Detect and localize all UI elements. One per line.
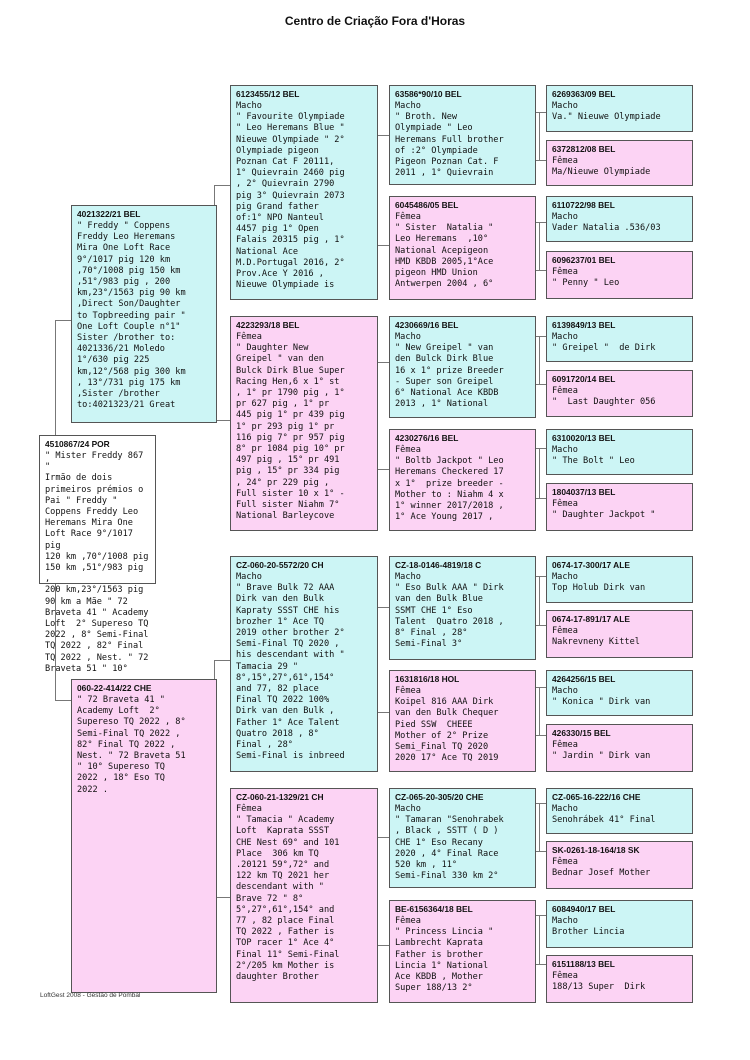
pigeon-sex: Macho (552, 101, 578, 111)
pigeon-description: " The Bolt " Leo (552, 456, 635, 467)
pigeon-sex: Fêmea (236, 332, 262, 342)
ring-number: 6151188/13 BEL (552, 959, 615, 969)
ring-number: 4510867/24 POR (45, 439, 110, 449)
pigeon-card-dam-sire (230, 556, 378, 772)
ring-number: 6110722/98 BEL (552, 200, 615, 210)
pigeon-card-g4-8 (546, 483, 693, 531)
ring-number: 1631816/18 HOL (395, 674, 460, 684)
pigeon-sex: Fêmea (552, 971, 578, 981)
pigeon-sex: Fêmea (395, 445, 421, 455)
pigeon-description: " Favourite Olympiade " Leo Heremans Blue " Nieuwe Olympiade " 2° Olympiade pigeon Poznan Cat F 20111, 1° Quievrain 2460 pig , 2° Quievrain 2790 pig 3° Quievrain 2073 pig Grand father of:1° NPO Nanteul 4457 pig 1° Open Falais 20315 pig , 1° National Ace M.D.Portugal 2016, 2° Prov.Ace Y 2016 , Nieuwe Olympiade is (236, 112, 345, 291)
pigeon-sex: Macho (395, 332, 421, 342)
ring-number: 0674-17-300/17 ALE (552, 560, 630, 570)
ring-number: CZ-065-20-305/20 CHE (395, 792, 484, 802)
pigeon-card-g4-3 (546, 196, 693, 242)
pigeon-card-dd-sire (389, 788, 536, 888)
pigeon-sex: Macho (395, 804, 421, 814)
pigeon-description: " New Greipel " van den Bulck Dirk Blue 16 x 1° prize Breeder - Super son Greipel 6° National Ace KBDB 2013 , 1° National (395, 343, 504, 410)
pigeon-description: " Daughter New Greipel " van den Bulck Dirk Blue Super Racing Hen,6 x 1° st , 1° pr 1790 pig , 1° pr 627 pig , 1° pr 445 pig 1° pr 439 pig 1° pr 293 pig 1° pr 116 pig 7° pr 957 pig 8° pr 1084 pig 10° pr 497 pig , 15° pr 491 pig , 15° pr 334 pig , 24° pr 229 pig , Full sister 10 x 1° - Full sister Niahm 7° National Barleycove (236, 343, 345, 522)
pigeon-card-sd-sire (389, 316, 536, 418)
pigeon-sex: Fêmea (552, 267, 578, 277)
ring-number: 4230669/16 BEL (395, 320, 459, 330)
pigeon-sex: Macho (552, 804, 578, 814)
pigeon-description: " Jardin " Dirk van (552, 751, 651, 762)
pigeon-card-g4-10 (546, 610, 693, 658)
pigeon-card-dam (71, 679, 217, 993)
ring-number: 0674-17-891/17 ALE (552, 614, 630, 624)
pigeon-card-ss-dam (389, 196, 536, 300)
pigeon-description: Senohrábek 41° Final (552, 815, 656, 826)
footer-credit: LoftGest 2008 - Gestão de Pombal (40, 992, 141, 999)
pigeon-description: " Boltb Jackpot " Leo Heremans Checkered 17 x 1° prize breeder - Mother to : Niahm 4 x 1° winner 2017/2018 , 1° Ace Young 2017 , (395, 456, 504, 523)
pigeon-card-dam-dam (230, 788, 378, 1003)
pigeon-sex: Fêmea (552, 626, 578, 636)
ring-number: 6372812/08 BEL (552, 144, 616, 154)
ring-number: CZ-18-0146-4819/18 C (395, 560, 482, 570)
ring-number: 63586*90/10 BEL (395, 89, 462, 99)
pigeon-card-g4-16 (546, 955, 693, 1003)
pigeon-description: " Brave Bulk 72 AAA Dirk van den Bulk Kapraty SSST CHE his brozher 1° Ace TQ 2019 other brother 2° Semi-Final TQ 2020 , his descendant with " Tamacia 29 " 8°,15°,27°,61°,154° and 77, 82 place Final TQ 2022 100% Dirk van den Bulk , Father 1° Ace Talent Quatro 2018 , 8° Final , 28° Semi-Final is inbreed (236, 583, 345, 762)
pigeon-sex: Macho (552, 686, 578, 696)
pigeon-description: " Last Daughter 056 (552, 397, 656, 408)
pigeon-card-g4-1 (546, 85, 693, 132)
pigeon-description: Brother Lincia (552, 927, 625, 938)
pigeon-description: " Broth. New Olympiade " Leo Heremans Full brother of :2° Olympiade Pigeon Poznan Cat. F 2011 , 1° Quievrain (395, 112, 504, 179)
ring-number: 6310020/13 BEL (552, 433, 616, 443)
ring-number: BE-6156364/18 BEL (395, 904, 473, 914)
pigeon-card-ds-dam (389, 670, 536, 772)
ring-number: 426330/15 BEL (552, 728, 611, 738)
pigeon-sex: Macho (236, 101, 262, 111)
pigeon-card-dd-dam (389, 900, 536, 1003)
pigeon-description: Nakrevneny Kittel (552, 637, 640, 648)
pigeon-card-g4-15 (546, 900, 693, 948)
pigeon-sex: Macho (395, 572, 421, 582)
pigeon-description: " Konica " Dirk van (552, 697, 651, 708)
pigeon-sex: Fêmea (552, 857, 578, 867)
pigeon-sex: Fêmea (395, 916, 421, 926)
ring-number: SK-0261-18-164/18 SK (552, 845, 640, 855)
ring-number: 1804037/13 BEL (552, 487, 616, 497)
pigeon-sex: Macho (552, 916, 578, 926)
pigeon-description: Koipel 816 AAA Dirk van den Bulk Chequer Pied SSW CHEEE Mother of 2° Prize Semi_Final TQ 2020 2020 17° Ace TQ 2019 (395, 697, 499, 764)
ring-number: 4021322/21 BEL (77, 209, 141, 219)
pigeon-description: " Princess Lincia " Lambrecht Kaprata Father is brother Lincia 1° National Ace KBDB , Mother Super 188/13 2° (395, 927, 494, 994)
pigeon-card-g4-14 (546, 841, 693, 889)
pigeon-description: " 72 Braveta 41 " Academy Loft 2° Supereso TQ 2022 , 8° Semi-Final TQ 2022 , 82° Final TQ 2022 , Nest. " 72 Braveta 51 " 10° Supereso TQ 2022 , 18° Eso TQ 2022 . (77, 695, 186, 795)
ring-number: 6045486/05 BEL (395, 200, 459, 210)
pigeon-card-sire-sire (230, 85, 378, 300)
ring-number: 4264256/15 BEL (552, 674, 616, 684)
pigeon-description: " Tamaran "Senohrabek , Black , SSTT ( D ) CHE 1° Eso Recany 2020 , 4° Final Race 520 km , 11° Semi-Final 330 km 2° (395, 815, 504, 882)
pigeon-card-g4-12 (546, 724, 693, 772)
pigeon-sex: Fêmea (552, 740, 578, 750)
pigeon-sex: Macho (552, 332, 578, 342)
pigeon-description: Ma/Nieuwe Olympiade (552, 167, 651, 178)
pigeon-card-g4-6 (546, 370, 693, 417)
pigeon-description: Va." Nieuwe Olympiade (552, 112, 661, 123)
pigeon-sex: Macho (552, 212, 578, 222)
pigeon-description: 188/13 Super Dirk (552, 982, 646, 993)
pigeon-card-sd-dam (389, 429, 536, 531)
pigeon-description: Bednar Josef Mother (552, 868, 651, 879)
ring-number: 060-22-414/22 CHE (77, 683, 152, 693)
pigeon-description: " Mister Freddy 867 " Irmão de dois primeiros prémios o Pai " Freddy " Coppens Freddy Leo Heremans Mira One Loft Race 9°/1017 pig 120 km ,70°/1008 pig 150 km ,51°/983 pig , 200 km,23°/1563 pig 90 km a Mãe " 72 Braveta 41 " Academy Loft 2° Supereso TQ 2022 , 8° Semi-Final TQ 2022 , 82° Final TQ 2022 , Nest. " 72 Braveta 51 " 10° (45, 451, 149, 674)
pigeon-card-g4-11 (546, 670, 693, 716)
pigeon-sex: Macho (552, 445, 578, 455)
ring-number: 6091720/14 BEL (552, 374, 616, 384)
pigeon-card-sire (71, 205, 217, 423)
pigeon-sex: Fêmea (395, 212, 421, 222)
pigeon-card-ss-sire (389, 85, 536, 185)
pigeon-description: " Eso Bulk AAA " Dirk van den Bulk Blue SSMT CHE 1° Eso Talent Quatro 2018 , 8° Final , 28° Semi-Final 3° (395, 583, 504, 650)
pigeon-card-g4-7 (546, 429, 693, 475)
pigeon-description: " Tamacia " Academy Loft Kaprata SSST CHE Nest 69° and 101 Place 306 km TQ .20121 59°,72° and 122 km TQ 2021 her descendant with " Brave 72 " 8° 5°,27°,61°,154° and 77 , 82 place Final TQ 2022 , Father is TOP racer 1° Ace 4° Final 11° Semi-Final 2°/205 km Mother is daughter Brother (236, 815, 340, 983)
ring-number: CZ-065-16-222/16 CHE (552, 792, 641, 802)
ring-number: 6269363/09 BEL (552, 89, 616, 99)
page-title: Centro de Criação Fora d'Horas (284, 14, 466, 28)
ring-number: 4223293/18 BEL (236, 320, 300, 330)
pigeon-card-g4-2 (546, 140, 693, 186)
pigeon-sex: Fêmea (236, 804, 262, 814)
pigeon-card-sire-dam (230, 316, 378, 531)
ring-number: CZ-060-21-1329/21 CH (236, 792, 324, 802)
pigeon-sex: Fêmea (395, 686, 421, 696)
pigeon-sex: Fêmea (552, 386, 578, 396)
pigeon-sex: Fêmea (552, 156, 578, 166)
pigeon-description: " Greipel " de Dirk (552, 343, 656, 354)
pigeon-description: " Sister Natalia " Leo Heremans ,10° National Acepigeon HMD KBDB 2005,1°Ace pigeon HMD Union Antwerpen 2004 , 6° (395, 223, 494, 290)
pigeon-description: " Freddy " Coppens Freddy Leo Heremans Mira One Loft Race 9°/1017 pig 120 km ,70°/1008 pig 150 km ,51°/983 pig , 200 km,23°/1563 pig 90 km ,Direct Son/Daughter to Topbreeding pair " One Loft Couple n°1" Sister /brother to: 4021336/21 Moledo 1°/630 pig 225 km,12°/568 pig 300 km , 13°/731 pig 175 km ,Sister /brother to:4021323/21 Great (77, 221, 186, 411)
ring-number: 6084940/17 BEL (552, 904, 616, 914)
ring-number: 6096237/01 BEL (552, 255, 616, 265)
ring-number: 4230276/16 BEL (395, 433, 459, 443)
pigeon-sex: Macho (395, 101, 421, 111)
pigeon-card-g4-4 (546, 251, 693, 299)
pigeon-description: Vader Natalia .536/03 (552, 223, 661, 234)
pigeon-sex: Macho (552, 572, 578, 582)
pigeon-card-g4-13 (546, 788, 693, 834)
pigeon-description: Top Holub Dirk van (552, 583, 646, 594)
ring-number: 6139849/13 BEL (552, 320, 616, 330)
pigeon-sex: Macho (236, 572, 262, 582)
ring-number: 6123455/12 BEL (236, 89, 300, 99)
pigeon-description: " Daughter Jackpot " (552, 510, 656, 521)
pigeon-card-g4-5 (546, 316, 693, 362)
pigeon-card-subject (39, 435, 156, 674)
pigeon-card-g4-9 (546, 556, 693, 603)
ring-number: CZ-060-20-5572/20 CH (236, 560, 324, 570)
pigeon-description: " Penny " Leo (552, 278, 620, 289)
pigeon-sex: Fêmea (552, 499, 578, 509)
pigeon-card-ds-sire (389, 556, 536, 660)
